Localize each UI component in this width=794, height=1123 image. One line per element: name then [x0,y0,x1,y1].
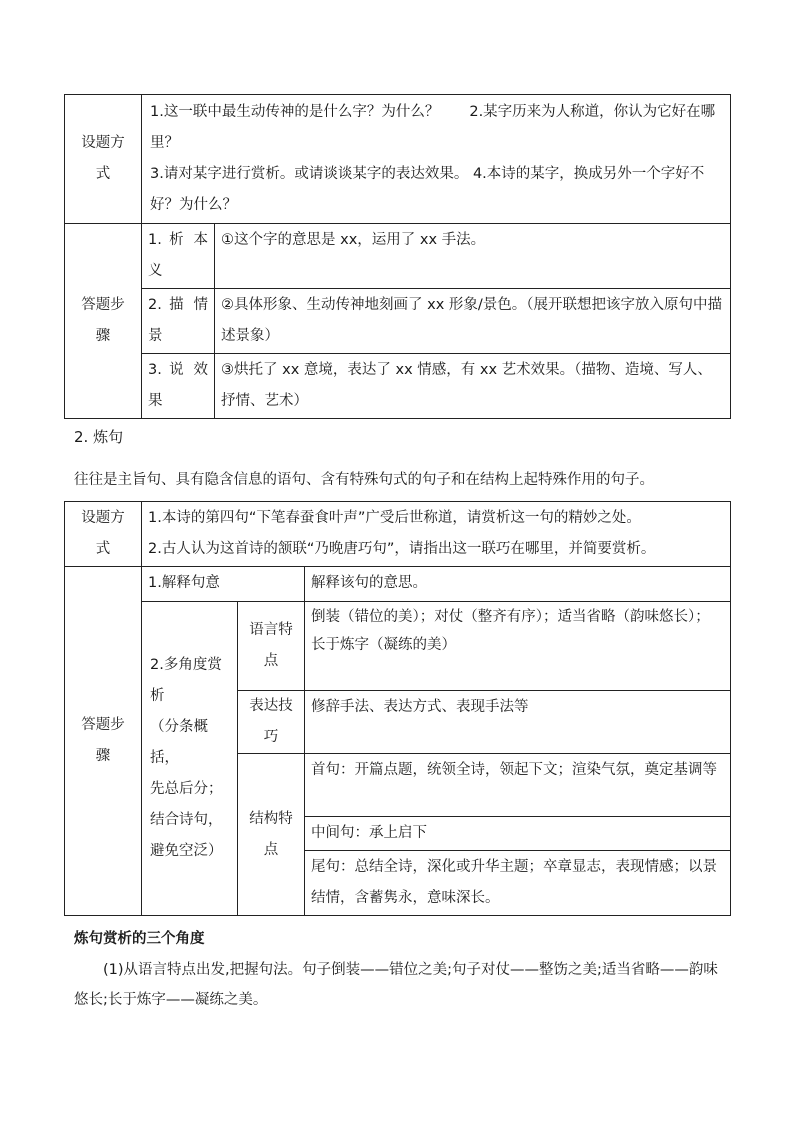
step-name: 1. 析 本 义 [142,224,215,289]
step-row [65,354,731,419]
ask-label: 设题方式 [65,95,142,224]
ask-content [142,95,731,224]
structure-item: 尾句：总结全诗，深化或升华主题；卒章显志，表现情感；以景结情，含蓄隽永，意味深长。 [305,851,731,916]
step-note: （分条概括， [150,719,208,766]
expression-label: 表达技巧 [238,691,305,754]
sentence-analysis-table [64,501,731,916]
step-row [65,567,731,602]
step-note: 结合诗句， [150,812,223,828]
step-note: 先总后分； [150,781,223,797]
answer-label: 答题步骤 [65,567,142,916]
ask-content [142,502,731,567]
ask-item: 1.这一联中最生动传神的是什么字？为什么？ [150,104,440,120]
step-multi-angle [142,602,238,916]
step-name: 3. 说 效 果 [142,354,215,419]
angles-paragraph: (1)从语言特点出发,把握句法。句子倒装——错位之美;句子对仗——整饬之美;适当省略——韵味悠长;长于炼字——凝练之美。 [74,962,718,1008]
step-content: 解释该句的意思。 [305,567,731,602]
step-row [65,289,731,354]
ask-item: 2.某字历来为人称道，你认为它好在哪里？ [150,104,716,151]
word-analysis-table [64,94,731,419]
language-line: 长于炼字（凝练的美） [311,637,456,653]
ask-row [65,95,731,224]
structure-item: 中间句：承上启下 [305,817,731,851]
step-content: ①这个字的意思是 xx，运用了 xx 手法。 [215,224,731,289]
section-intro: 往往是主旨句、具有隐含信息的语句、含有特殊句式的句子和在结构上起特殊作用的句子。 [74,472,654,488]
ask-item: 4.本诗的某字，换成另外一个字好不好？为什么？ [150,166,705,213]
section-title: 2. 炼句 [74,428,124,446]
angles-title: 炼句赏析的三个角度 [74,931,205,947]
language-row [65,602,731,691]
step-content: ③烘托了 xx 意境，表达了 xx 情感，有 xx 艺术效果。（描物、造境、写人、抒情、艺术） [215,354,731,419]
structure-label: 结构特点 [238,754,305,916]
step-note: 避免空泛） [150,843,223,859]
ask-item: 3.请对某字进行赏析。或请谈谈某字的表达效果。 [150,166,469,182]
step-name: 1.解释句意 [142,567,305,602]
step-row [65,224,731,289]
language-label: 语言特点 [238,602,305,691]
language-line: 倒装（错位的美）；对仗（整齐有序）；适当省略（韵味悠长）； [311,609,710,625]
ask-row [65,502,731,567]
expression-content: 修辞手法、表达方式、表现手法等 [305,691,731,754]
ask-label: 设题方式 [65,502,142,567]
step-name: 2. 描 情 景 [142,289,215,354]
ask-item: 2.古人认为这首诗的颔联“乃晚唐巧句”，请指出这一联巧在哪里，并简要赏析。 [148,541,656,557]
step-content: ②具体形象、生动传神地刻画了 xx 形象/景色。（展开联想把该字放入原句中描述景象） [215,289,731,354]
step-name: 2.多角度赏析 [150,657,222,704]
answer-label: 答题步骤 [65,224,142,419]
ask-item: 1.本诗的第四句“下笔春蚕食叶声”广受后世称道，请赏析这一句的精妙之处。 [148,510,641,526]
structure-item: 首句：开篇点题，统领全诗，领起下文；渲染气氛，奠定基调等 [305,754,731,817]
language-content [305,602,731,691]
